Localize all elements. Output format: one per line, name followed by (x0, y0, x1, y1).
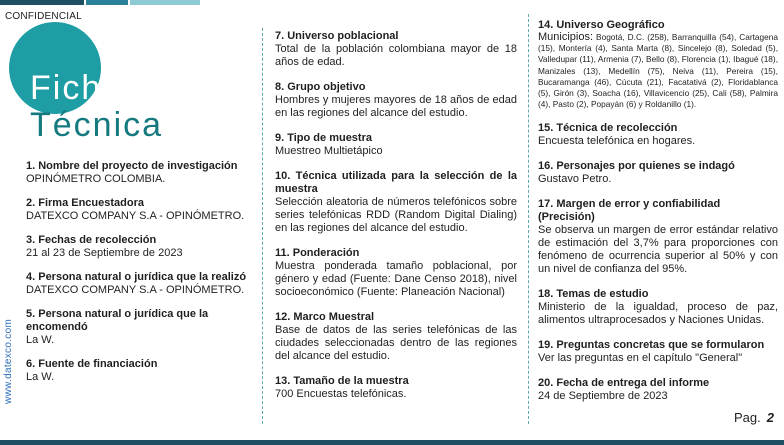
spec-text: Muestra ponderada tamaño poblacional, por género y edad (Fuente: Dane Censo 2018), nivel socioeconómico (Fuente: Planeación Nacional) (275, 260, 517, 298)
spec-heading: 13. Tamaño de la muestra (275, 375, 409, 387)
spec-text: 21 al 23 de Septiembre de 2023 (26, 247, 183, 259)
spec-heading: 8. Grupo objetivo (275, 81, 366, 93)
spec-item (275, 375, 517, 401)
spec-heading: 19. Preguntas concretas que se formularon (538, 339, 765, 352)
top-bar-dark (0, 0, 84, 5)
municipalities-text (538, 32, 778, 110)
spec-heading: 12. Marco Muestral (275, 311, 375, 323)
spec-heading: 11. Ponderación (275, 247, 360, 259)
column-1 (26, 160, 256, 395)
top-color-bars (0, 0, 200, 5)
bottom-bar (0, 440, 784, 445)
spec-text: Hombres y mujeres mayores de 18 años de edad en las regiones del alcance del estudio. (275, 94, 517, 119)
spec-item (26, 160, 256, 186)
spec-item (275, 247, 517, 299)
title-word1: Ficha (30, 69, 124, 107)
municipalities-label: Municipios: (538, 31, 594, 43)
spec-text: La W. (26, 334, 55, 346)
spec-heading: 2. Firma Encuestadora (26, 197, 144, 209)
column-divider-right (528, 14, 529, 424)
spec-item (275, 311, 517, 363)
spec-text: Muestreo Multietápico (275, 145, 383, 157)
spec-text: Gustavo Petro. (538, 173, 612, 186)
page-title-line2 (30, 108, 163, 142)
spec-text: Selección aleatoria de números telefónicos sobre series telefónicas RDD (Random Digital Dialing) en las regiones del alcance del estudio. (275, 196, 517, 234)
spec-heading: 17. Margen de error y confiabilidad (Precisión) (538, 198, 721, 224)
spec-heading: 18. Temas de estudio (538, 288, 649, 301)
spec-item-geography (538, 19, 778, 110)
spec-item (275, 170, 517, 235)
column-divider-left (262, 28, 263, 424)
top-bar-light (130, 0, 200, 5)
spec-text: La W. (26, 371, 55, 383)
spec-heading: 16. Personajes por quienes se indagó (538, 160, 735, 173)
spec-text: Se observa un margen de error estándar relativo de estimación del 3,7% para proporciones con fenómeno de ocurrencia superior al 50% y con un nivel de confianza del 95%. (538, 224, 778, 276)
spec-heading: 7. Universo poblacional (275, 30, 399, 42)
page-title-line1 (30, 71, 123, 105)
spec-text: DATEXCO COMPANY S.A - OPINÓMETRO. (26, 284, 245, 296)
spec-item (26, 197, 256, 223)
spec-text: DATEXCO COMPANY S.A - OPINÓMETRO. (26, 210, 245, 222)
spec-heading: 1. Nombre del proyecto de investigación (26, 160, 238, 172)
spec-text: OPINÓMETRO COLOMBIA. (26, 173, 166, 185)
spec-text: Total de la población colombiana mayor de 18 años de edad. (275, 43, 517, 68)
spec-item (26, 234, 256, 260)
website-link[interactable]: www.datexco.com (3, 318, 14, 404)
municipalities-list: Bogotá, D.C. (258), Barranquilla (54), Cartagena (15), Montería (4), Santa Marta (8), Sincelejo (8), Soledad (5), Valledupar (11), Armenia (7), Bello (8), Florencia (1), Ibagué (18), Manizales (13), Medellín (75), Neiva (11), Pereira (15), Bucaramanga (46), Cúcuta (21), Facatativá (2), Floridablanca (5), Girón (3), Soacha (16), Villavicencio (25), Cali (58), Palmira (4), Pasto (2), Popayán (6) y Roldanillo (1). (538, 32, 778, 110)
spec-text: Ver las preguntas en el capítulo "General" (538, 352, 743, 365)
spec-item (538, 122, 778, 148)
spec-item (275, 132, 517, 158)
spec-heading: 10. Técnica utilizada para la selección de la muestra (275, 170, 517, 195)
spec-item (538, 377, 778, 403)
confidential-label: CONFIDENCIAL (5, 11, 82, 22)
spec-item (538, 339, 778, 365)
spec-item (26, 358, 256, 384)
spec-text: Base de datos de las series telefónicas de las ciudades seleccionadas dentro de las regiones del alcance del estudio. (275, 324, 517, 362)
page-num: 2 (766, 410, 774, 425)
page-number (734, 410, 774, 425)
spec-heading: 3. Fechas de recolección (26, 234, 157, 246)
column-2 (275, 30, 517, 413)
spec-heading: 4. Persona natural o jurídica que la realizó (26, 271, 247, 283)
spec-heading: 15. Técnica de recolección (538, 122, 678, 135)
spec-item (538, 198, 778, 276)
spec-text: 700 Encuestas telefónicas. (275, 388, 407, 400)
spec-heading: 9. Tipo de muestra (275, 132, 372, 144)
spec-heading: 20. Fecha de entrega del informe (538, 377, 710, 390)
spec-item (26, 308, 256, 347)
spec-item (538, 160, 778, 186)
spec-item (538, 288, 778, 327)
spec-item (275, 81, 517, 120)
spec-heading: 14. Universo Geográfico (538, 19, 665, 31)
spec-text: Ministerio de la igualdad, proceso de paz, alimentos ultraprocesados y Naciones Unidas. (538, 301, 778, 327)
top-bar-mid (86, 0, 128, 5)
spec-heading: 6. Fuente de financiación (26, 358, 158, 370)
page-label: Pag. (734, 410, 761, 425)
spec-text: 24 de Septiembre de 2023 (538, 390, 668, 403)
spec-item (26, 271, 256, 297)
column-3 (538, 19, 778, 415)
spec-text: Encuesta telefónica en hogares. (538, 135, 696, 148)
title-word2: Técnica (30, 106, 164, 144)
spec-item (275, 30, 517, 69)
spec-heading: 5. Persona natural o jurídica que la encomendó (26, 308, 209, 333)
